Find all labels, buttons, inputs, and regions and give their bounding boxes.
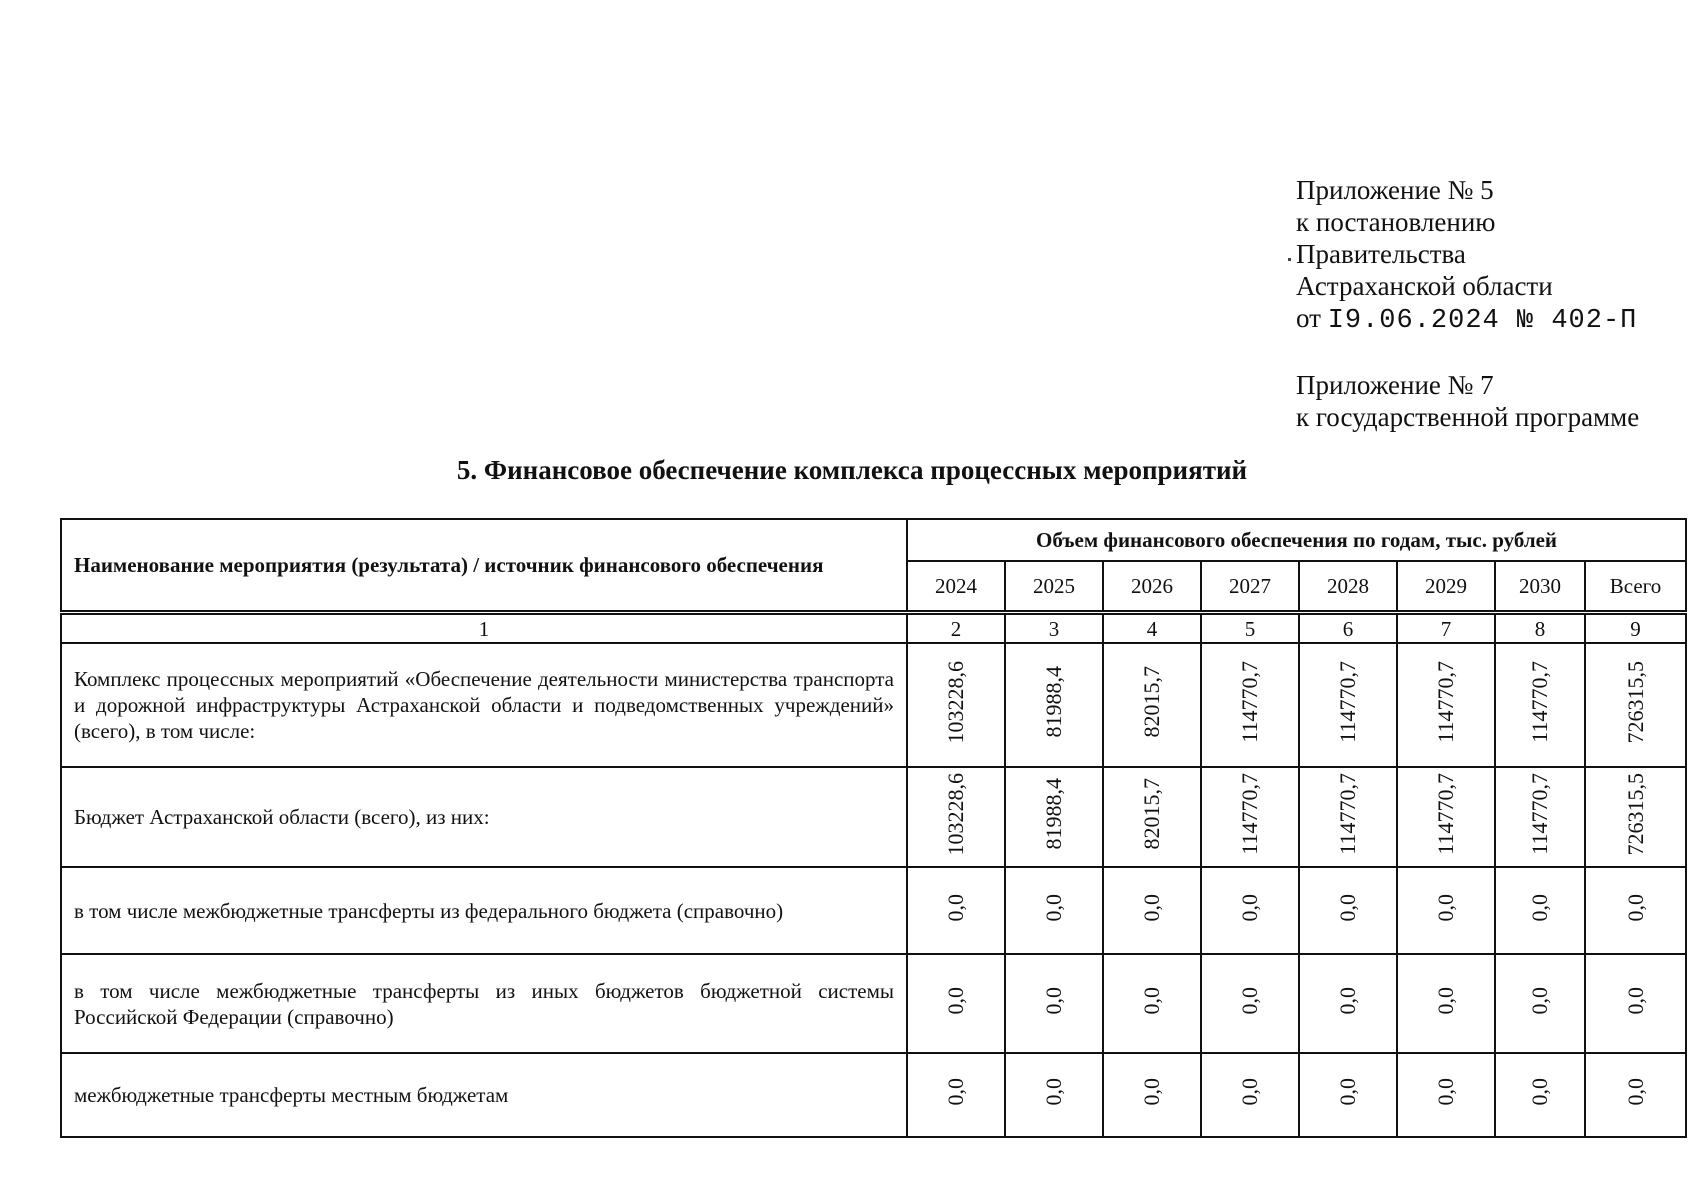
value-cell (1495, 767, 1585, 867)
table-row (61, 767, 1686, 867)
value-text: 0,0 (1335, 1078, 1360, 1106)
value-cell (1201, 1053, 1299, 1137)
value-cell (1299, 643, 1397, 767)
column-numbers-row (61, 613, 1686, 644)
value-text: 0,0 (1622, 1078, 1648, 1106)
value-cell (1005, 767, 1103, 867)
value-text: 0,0 (943, 1078, 968, 1106)
value-text: 114770,7 (1527, 773, 1552, 855)
value-cell (907, 643, 1005, 767)
value-cell (907, 954, 1005, 1053)
value-cell (1005, 643, 1103, 767)
value-cell (1103, 867, 1201, 954)
value-text: 0,0 (1139, 986, 1164, 1015)
value-cell (1495, 1053, 1585, 1137)
scan-dot (1288, 258, 1291, 261)
column-number-8: 9 (1585, 613, 1686, 644)
value-text: 0,0 (1139, 1078, 1164, 1106)
value-cell (1299, 867, 1397, 954)
annex-5-line-1: Приложение № 5 (1296, 175, 1494, 205)
row-name-cell: в том числе межбюджетные трансферты из федерального бюджета (справочно) (61, 867, 907, 954)
value-cell (1397, 954, 1495, 1053)
value-cell (1005, 867, 1103, 954)
value-cell (1299, 1053, 1397, 1137)
value-cell (1103, 1053, 1201, 1137)
year-header-3: 2027 (1201, 561, 1299, 613)
value-text: 0,0 (1433, 893, 1458, 922)
value-text: 0,0 (1433, 986, 1458, 1015)
value-cell (1299, 767, 1397, 867)
value-text: 0,0 (1527, 986, 1552, 1015)
value-cell (907, 767, 1005, 867)
value-cell (1585, 954, 1686, 1053)
value-text: 0,0 (1433, 1078, 1458, 1106)
header-row-1 (61, 519, 1686, 561)
annex-7-header (1296, 369, 1639, 433)
year-header-6: 2030 (1495, 561, 1585, 613)
annex-5-line-4: Астраханской области (1296, 271, 1553, 301)
value-text: 114770,7 (1527, 661, 1552, 743)
value-cell (907, 867, 1005, 954)
value-cell (1005, 1053, 1103, 1137)
value-cell (1495, 643, 1585, 767)
row-name-cell: межбюджетные трансферты местным бюджетам (61, 1053, 907, 1137)
value-cell (1103, 767, 1201, 867)
annex-5-header (1296, 174, 1637, 337)
annex-5-date-line (1296, 302, 1637, 337)
annex-5-line-3: Правительства (1296, 239, 1466, 269)
value-text: 103228,6 (943, 660, 968, 744)
row-name-cell: в том числе межбюджетные трансферты из иных бюджетов бюджетной системы Российской Федерации (справочно) (61, 954, 907, 1053)
value-text: 726315,5 (1622, 772, 1648, 856)
value-text: 0,0 (1622, 893, 1648, 922)
value-cell (1585, 867, 1686, 954)
value-text: 82015,7 (1139, 666, 1164, 738)
value-cell (1397, 1053, 1495, 1137)
column-number-1: 2 (907, 613, 1005, 644)
value-text: 0,0 (1335, 893, 1360, 922)
value-text: 0,0 (1335, 986, 1360, 1015)
year-header-1: 2025 (1005, 561, 1103, 613)
value-text: 114770,7 (1335, 661, 1360, 743)
resolution-date-number: I9.06.2024 № 402-П (1327, 306, 1638, 336)
value-cell (1201, 643, 1299, 767)
value-text: 114770,7 (1433, 661, 1458, 743)
value-cell (1585, 767, 1686, 867)
year-header-5: 2029 (1397, 561, 1495, 613)
value-cell (1201, 867, 1299, 954)
table-row (61, 1053, 1686, 1137)
value-text: 0,0 (1139, 893, 1164, 922)
year-header-4: 2028 (1299, 561, 1397, 613)
value-text: 114770,7 (1335, 773, 1360, 855)
value-cell (1103, 643, 1201, 767)
year-header-7: Всего (1585, 561, 1686, 613)
value-cell (1397, 643, 1495, 767)
table-row (61, 954, 1686, 1053)
value-text: 0,0 (1041, 986, 1066, 1015)
value-cell (1005, 954, 1103, 1053)
value-text: 726315,5 (1622, 660, 1648, 744)
value-cell (1397, 867, 1495, 954)
column-number-3: 4 (1103, 613, 1201, 644)
column-number-0: 1 (61, 613, 907, 644)
value-text: 81988,4 (1041, 778, 1066, 850)
value-text: 81988,4 (1041, 666, 1066, 738)
value-cell (1585, 643, 1686, 767)
value-text: 0,0 (1041, 893, 1066, 922)
value-text: 0,0 (1041, 1078, 1066, 1106)
value-cell (907, 1053, 1005, 1137)
value-text: 0,0 (1527, 893, 1552, 922)
table-row (61, 643, 1686, 767)
financing-table (60, 518, 1687, 1138)
section-title: 5. Финансовое обеспечение комплекса процессных мероприятий (456, 455, 1248, 485)
header-group-cell: Объем финансового обеспечения по годам, тыс. рублей (907, 519, 1686, 561)
value-text: 114770,7 (1433, 773, 1458, 855)
value-text: 0,0 (1527, 1078, 1552, 1106)
value-cell (1201, 767, 1299, 867)
column-number-5: 6 (1299, 613, 1397, 644)
row-name-cell: Комплекс процессных мероприятий «Обеспечение деятельности министерства транспорта и дорожной инфраструктуры Астраханской области и подведомственных учреждений» (всего), в том числе: (61, 643, 907, 767)
value-cell (1103, 954, 1201, 1053)
value-text: 0,0 (1622, 986, 1648, 1015)
value-cell (1585, 1053, 1686, 1137)
row-name-cell: Бюджет Астраханской области (всего), из них: (61, 767, 907, 867)
value-text: 0,0 (943, 893, 968, 922)
annex-5-line-2: к постановлению (1296, 207, 1496, 237)
annex-7-line-1: Приложение № 7 (1296, 370, 1494, 400)
value-text: 0,0 (1237, 893, 1262, 922)
value-cell (1201, 954, 1299, 1053)
column-number-7: 8 (1495, 613, 1585, 644)
value-text: 114770,7 (1237, 661, 1262, 743)
value-text: 0,0 (943, 986, 968, 1015)
value-text: 82015,7 (1139, 778, 1164, 850)
column-number-6: 7 (1397, 613, 1495, 644)
header-name-cell: Наименование мероприятия (результата) / источник финансового обеспечения (61, 519, 907, 613)
column-number-4: 5 (1201, 613, 1299, 644)
annex-7-line-2: к государственной программе (1296, 402, 1640, 432)
value-cell (1397, 767, 1495, 867)
value-cell (1299, 954, 1397, 1053)
table-body (61, 519, 1686, 1137)
value-text: 114770,7 (1237, 773, 1262, 855)
column-number-2: 3 (1005, 613, 1103, 644)
value-cell (1495, 867, 1585, 954)
value-cell (1495, 954, 1585, 1053)
year-header-2: 2026 (1103, 561, 1201, 613)
date-prefix: от (1296, 303, 1321, 333)
value-text: 0,0 (1237, 986, 1262, 1015)
table-row (61, 867, 1686, 954)
value-text: 0,0 (1237, 1078, 1262, 1106)
year-header-0: 2024 (907, 561, 1005, 613)
value-text: 103228,6 (943, 772, 968, 856)
